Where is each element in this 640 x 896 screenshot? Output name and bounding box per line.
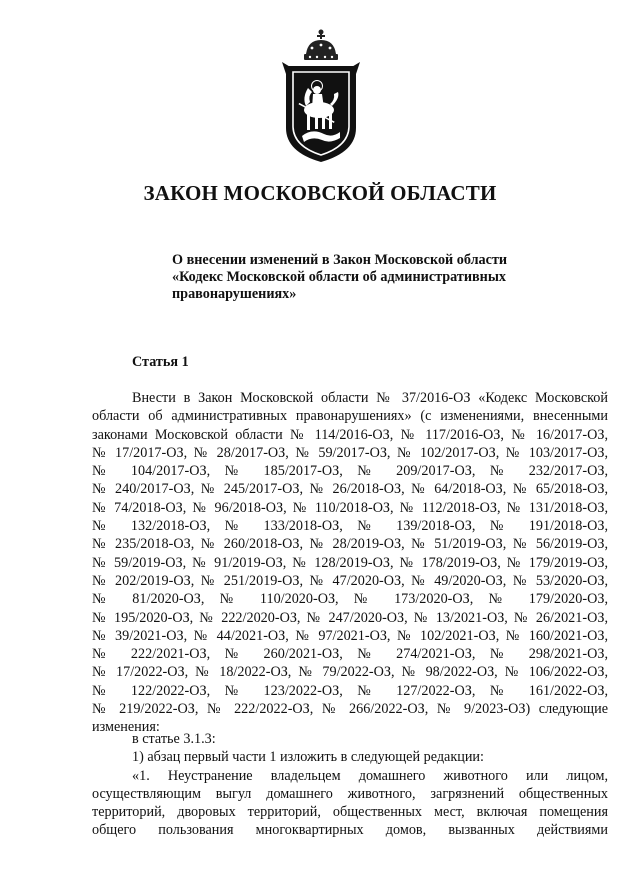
body-line: № 202/2019-ОЗ, № 251/2019-ОЗ, № 47/2020-ОЗ, № 49/2020-ОЗ, № 53/2020-ОЗ,: [92, 572, 608, 589]
article-body: [92, 389, 608, 737]
body-line: № 222/2021-ОЗ, № 260/2021-ОЗ, № 274/2021-ОЗ, № 298/2021-ОЗ,: [92, 646, 608, 663]
body-line: области об административных правонарушениях» (с изменениями, внесенными: [92, 408, 608, 425]
section-line: осуществляющим выгул домашнего животного, загрязнений общественных: [92, 785, 608, 802]
body-line: № 74/2018-ОЗ, № 96/2018-ОЗ, № 110/2018-ОЗ, № 112/2018-ОЗ, № 131/2018-ОЗ,: [92, 499, 608, 516]
body-line: № 17/2017-ОЗ, № 28/2017-ОЗ, № 59/2017-ОЗ, № 102/2017-ОЗ, № 103/2017-ОЗ,: [92, 444, 608, 461]
subject-line: «Кодекс Московской области об административных: [172, 269, 507, 285]
body-line: № 240/2017-ОЗ, № 245/2017-ОЗ, № 26/2018-ОЗ, № 64/2018-ОЗ, № 65/2018-ОЗ,: [92, 481, 608, 498]
body-line: № 17/2022-ОЗ, № 18/2022-ОЗ, № 79/2022-ОЗ, № 98/2022-ОЗ, № 106/2022-ОЗ,: [92, 664, 608, 681]
section-line: общего пользования многоквартирных домов, вызванных действиями: [92, 822, 608, 839]
body-line: № 39/2021-ОЗ, № 44/2021-ОЗ, № 97/2021-ОЗ, № 102/2021-ОЗ, № 160/2021-ОЗ,: [92, 627, 608, 644]
section-line: «1. Неустранение владельцем домашнего животного или лицом,: [132, 767, 608, 784]
section-line: в статье 3.1.3:: [132, 731, 216, 747]
law-subject: [172, 252, 507, 303]
body-line: Внести в Закон Московской области № 37/2016-ОЗ «Кодекс Московской: [132, 390, 608, 406]
body-line: изменения:: [92, 719, 160, 736]
body-line: № 122/2022-ОЗ, № 123/2022-ОЗ, № 127/2022-ОЗ, № 161/2022-ОЗ,: [92, 682, 608, 699]
body-line: № 59/2019-ОЗ, № 91/2019-ОЗ, № 128/2019-ОЗ, № 178/2019-ОЗ, № 179/2019-ОЗ,: [92, 554, 608, 571]
subject-line: О внесении изменений в Закон Московской области: [172, 252, 508, 268]
amendment-section: [92, 730, 608, 840]
body-line: № 132/2018-ОЗ, № 133/2018-ОЗ, № 139/2018-ОЗ, № 191/2018-ОЗ,: [92, 518, 608, 535]
subject-line: правонарушениях»: [172, 286, 297, 302]
body-line: № 219/2022-ОЗ, № 222/2022-ОЗ, № 266/2022-ОЗ, № 9/2023-ОЗ) следующие: [92, 701, 608, 718]
article-heading: Статья 1: [132, 354, 189, 370]
body-line: законами Московской области № 114/2016-ОЗ, № 117/2016-ОЗ, № 16/2017-ОЗ,: [92, 426, 608, 443]
page-title: ЗАКОН МОСКОВСКОЙ ОБЛАСТИ: [143, 181, 497, 205]
body-line: № 104/2017-ОЗ, № 185/2017-ОЗ, № 209/2017-ОЗ, № 232/2017-ОЗ,: [92, 463, 608, 480]
body-line: № 195/2020-ОЗ, № 222/2020-ОЗ, № 247/2020-ОЗ, № 13/2021-ОЗ, № 26/2021-ОЗ,: [92, 609, 608, 626]
coat-of-arms-icon: [282, 28, 360, 166]
section-line: 1) абзац первый части 1 изложить в следующей редакции:: [132, 749, 484, 766]
body-line: № 81/2020-ОЗ, № 110/2020-ОЗ, № 173/2020-ОЗ, № 179/2020-ОЗ,: [92, 591, 608, 608]
body-line: № 235/2018-ОЗ, № 260/2018-ОЗ, № 28/2019-ОЗ, № 51/2019-ОЗ, № 56/2019-ОЗ,: [92, 536, 608, 553]
section-line: территорий, дворовых территорий, общественных мест, включая помещения: [92, 804, 608, 821]
